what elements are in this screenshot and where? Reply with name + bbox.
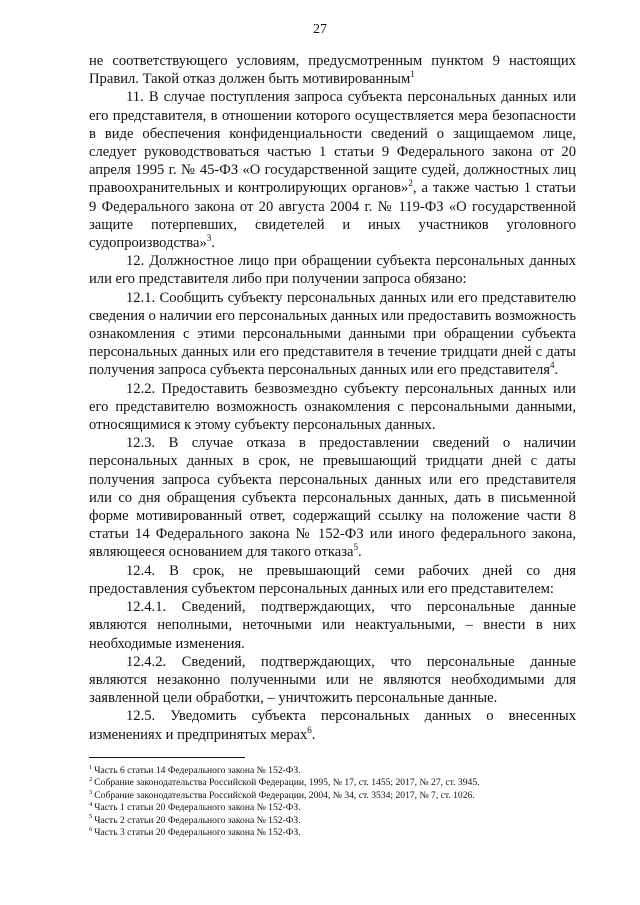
- footnote: [89, 815, 589, 827]
- paragraph-12-2: [89, 380, 576, 435]
- paragraph-text: 12.5. Уведомить субъекта персональных данных о внесенных изменениях и предпринятых мерах: [89, 708, 576, 743]
- paragraph-tail: .: [554, 362, 559, 379]
- document-body: [89, 52, 576, 744]
- footnote: [89, 777, 589, 789]
- footnote-number: 3: [89, 788, 93, 796]
- footnote-text: Собрание законодательства Российской Федерации, 1995, № 17, ст. 1455; 2017, № 27, ст. 3945.: [94, 777, 480, 789]
- footnote-text: Собрание законодательства Российской Федерации, 2004, № 34, ст. 3534; 2017, № 7, ст. 1026.: [94, 789, 475, 801]
- paragraph-tail: .: [211, 235, 215, 252]
- paragraph-continuation: [89, 52, 576, 88]
- paragraph-tail: .: [311, 726, 316, 743]
- paragraph-text: не соответствующего условиям, предусмотренным пунктом 9 настоящих Правил. Такой отказ должен быть мотивированным: [89, 53, 576, 88]
- footnote-number: 1: [89, 763, 93, 771]
- footnote-number: 4: [89, 801, 93, 809]
- footnote-text: Часть 1 статьи 20 Федерального закона № 152-ФЗ.: [94, 802, 301, 814]
- paragraph-text: 12.2. Предоставить безвозмездно субъекту персональных данных или его представителю возможность ознакомления с персональными данными, относящимися к этому субъекту персональных данных.: [89, 380, 576, 434]
- page-number: 27: [313, 22, 327, 37]
- footnote-ref: 3: [206, 233, 212, 244]
- footnotes: [89, 765, 589, 839]
- paragraph-tail: .: [358, 544, 362, 561]
- paragraph-text: 12.3. В случае отказа в предоставлении сведений о наличии персональных данных в срок, не превышающий тридцати дней с даты получения запроса субъекта персональных данных или его представителя или со дня обращения субъекта персональных данных, дать в письменной форме мотивированный ответ, содержащий ссылку на положение части 8 статьи 14 Федерального закона № 152-ФЗ или иного федерального закона, являющееся основанием для такого отказа: [89, 435, 576, 561]
- paragraph-text: 12.4.2. Сведений, подтверждающих, что персональные данные являются незаконно полученными или не являются необходимыми для заявленной цели обработки, – уничтожить персональные данные.: [89, 653, 576, 707]
- paragraph-12-4-2: [89, 653, 576, 708]
- footnote: [89, 790, 589, 802]
- paragraph-12-3: [89, 434, 576, 561]
- footnote-ref: 5: [353, 542, 358, 553]
- footnote-number: 6: [89, 825, 93, 833]
- footnote-number: 2: [89, 776, 93, 784]
- footnote-number: 5: [89, 813, 93, 821]
- paragraph-text: 12.4.1. Сведений, подтверждающих, что персональные данные являются неполными, неточными или неактуальными, – внести в них необходимые изменения.: [89, 599, 576, 652]
- footnote-text: Часть 2 статьи 20 Федерального закона № 152-ФЗ.: [94, 814, 301, 826]
- footnote: [89, 802, 589, 814]
- footnote-ref: 4: [549, 360, 555, 371]
- paragraph-tail: , а также частью 1 статьи 9 Федерального закона от 20 августа 2004 г. № 119-ФЗ «О государственной защите потерпевших, свидетелей и иных участников уголовного судопроизводства»: [89, 180, 576, 252]
- footnote-text: Часть 3 статьи 20 Федерального закона № 152-ФЗ.: [94, 827, 301, 839]
- paragraph-12-4-1: [89, 598, 576, 653]
- paragraph-12-5: [89, 707, 576, 743]
- footnote-text: Часть 6 статьи 14 Федерального закона № 152-ФЗ.: [94, 765, 301, 776]
- footnote: [89, 765, 589, 777]
- footnote: [89, 827, 589, 839]
- paragraph-text: 11. В случае поступления запроса субъекта персональных данных или его представителя, в отношении которого осуществляется мера безопасности в виде обеспечения конфиденциальности сведений о защищаемом лице, следует руководствоваться частью 1 статьи 9 Федерального закона от 20 апреля 1995 г. № 45-ФЗ «О государственной защите судей, должностных лиц правоохранительных и контролирующих органов»: [89, 89, 576, 197]
- paragraph-12: [89, 252, 576, 288]
- footnote-separator: [89, 757, 245, 758]
- footnote-ref: 1: [410, 69, 415, 80]
- footnote-ref: 2: [408, 178, 413, 189]
- paragraph-11: [89, 88, 576, 252]
- paragraph-text: 12. Должностное лицо при обращении субъекта персональных данных или его представителя либо при получении запроса обязано:: [89, 253, 576, 288]
- paragraph-text: 12.1. Сообщить субъекту персональных данных или его представителю сведения о наличии его персональных данных или предоставить возможность ознакомления с этими персональными данными при обращении субъекта персональных данных или его представителя в течение тридцати дней с даты получения запроса субъекта персональных данных или его представителя: [89, 289, 576, 379]
- paragraph-text: 12.4. В срок, не превышающий семи рабочих дней со дня предоставления субъектом персональных данных или его представителем:: [89, 562, 576, 597]
- paragraph-12-1: [89, 289, 576, 380]
- footnote-ref: 6: [307, 724, 312, 735]
- paragraph-12-4: [89, 562, 576, 598]
